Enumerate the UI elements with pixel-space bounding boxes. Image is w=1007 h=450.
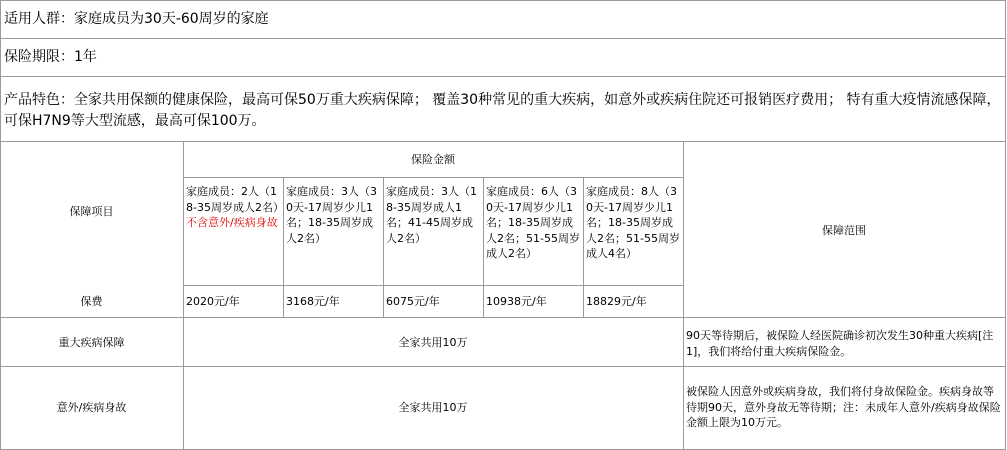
plan-4-desc: 家庭成员：6人（30天-17周岁少儿1名；18-35周岁成人2名；51-55周岁成人2名） xyxy=(486,185,580,260)
row-divider xyxy=(0,317,1005,318)
critical-illness-amount: 全家共用10万 xyxy=(398,336,468,349)
plan-2-fee: 3168元/年 xyxy=(286,295,340,308)
col-divider xyxy=(0,0,1,450)
period-text: 保险期限：1年 xyxy=(4,49,97,65)
row-divider xyxy=(0,76,1005,77)
death-amount: 全家共用10万 xyxy=(398,401,468,414)
death-label: 意外/疾病身故 xyxy=(56,401,127,414)
row-divider xyxy=(183,177,683,178)
row-divider xyxy=(0,366,1005,367)
col-divider xyxy=(483,177,484,317)
row-divider xyxy=(183,285,683,286)
plan-5-fee: 18829元/年 xyxy=(586,295,647,308)
col-header-amount: 保险金额 xyxy=(411,153,455,166)
plan-3-fee: 6075元/年 xyxy=(386,295,440,308)
plan-4-fee: 10938元/年 xyxy=(486,295,547,308)
col-header-scope: 保障范围 xyxy=(822,224,866,237)
critical-illness-label: 重大疾病保障 xyxy=(58,336,125,349)
critical-illness-scope: 90天等待期后，被保险人经医院确诊初次发生30种重大疾病[注1]，我们将给付重大疾病保险金。 xyxy=(686,329,994,358)
col-divider xyxy=(283,177,284,317)
plan-1-members: 家庭成员：2人（18-35周岁成人2名） xyxy=(186,185,284,214)
plan-1-fee: 2020元/年 xyxy=(186,295,240,308)
row-divider xyxy=(0,141,1005,142)
death-scope: 被保险人因意外或疾病身故，我们将付身故保险金。疾病身故等待期90天，意外身故无等待期；注：未成年人意外/疾病身故保险金额上限为10万元。 xyxy=(686,385,1001,429)
plan-3-desc: 家庭成员：3人（18-35周岁成人1名；41-45周岁成人2名） xyxy=(386,185,477,245)
col-divider xyxy=(383,177,384,317)
row-divider xyxy=(0,0,1005,1)
col-divider xyxy=(583,177,584,317)
plan-2-desc: 家庭成员：3人（30天-17周岁少儿1名；18-35周岁成人2名） xyxy=(286,185,377,245)
fee-label: 保费 xyxy=(80,295,103,308)
features-text: 产品特色：全家共用保额的健康保险，最高可保50万重大疾病保障； 覆盖30种常见的重大疾病，如意外或疾病住院还可报销医疗费用； 特有重大疫情流感保障，可保H7N9等大型流感，最高可保100万。 xyxy=(4,92,1001,129)
plan-5-desc: 家庭成员：8人（30天-17周岁少儿1名；18-35周岁成人2名；51-55周岁成人4名） xyxy=(586,185,680,260)
row-divider xyxy=(0,38,1005,39)
col-header-item: 保障项目 xyxy=(69,205,114,218)
col-divider xyxy=(683,141,684,450)
plan-1-exclusion-note: 不含意外/疾病身故 xyxy=(186,216,278,229)
audience-text: 适用人群：家庭成员为30天-60周岁的家庭 xyxy=(4,11,269,27)
col-divider xyxy=(1005,0,1006,450)
plan-1-desc xyxy=(186,184,284,231)
